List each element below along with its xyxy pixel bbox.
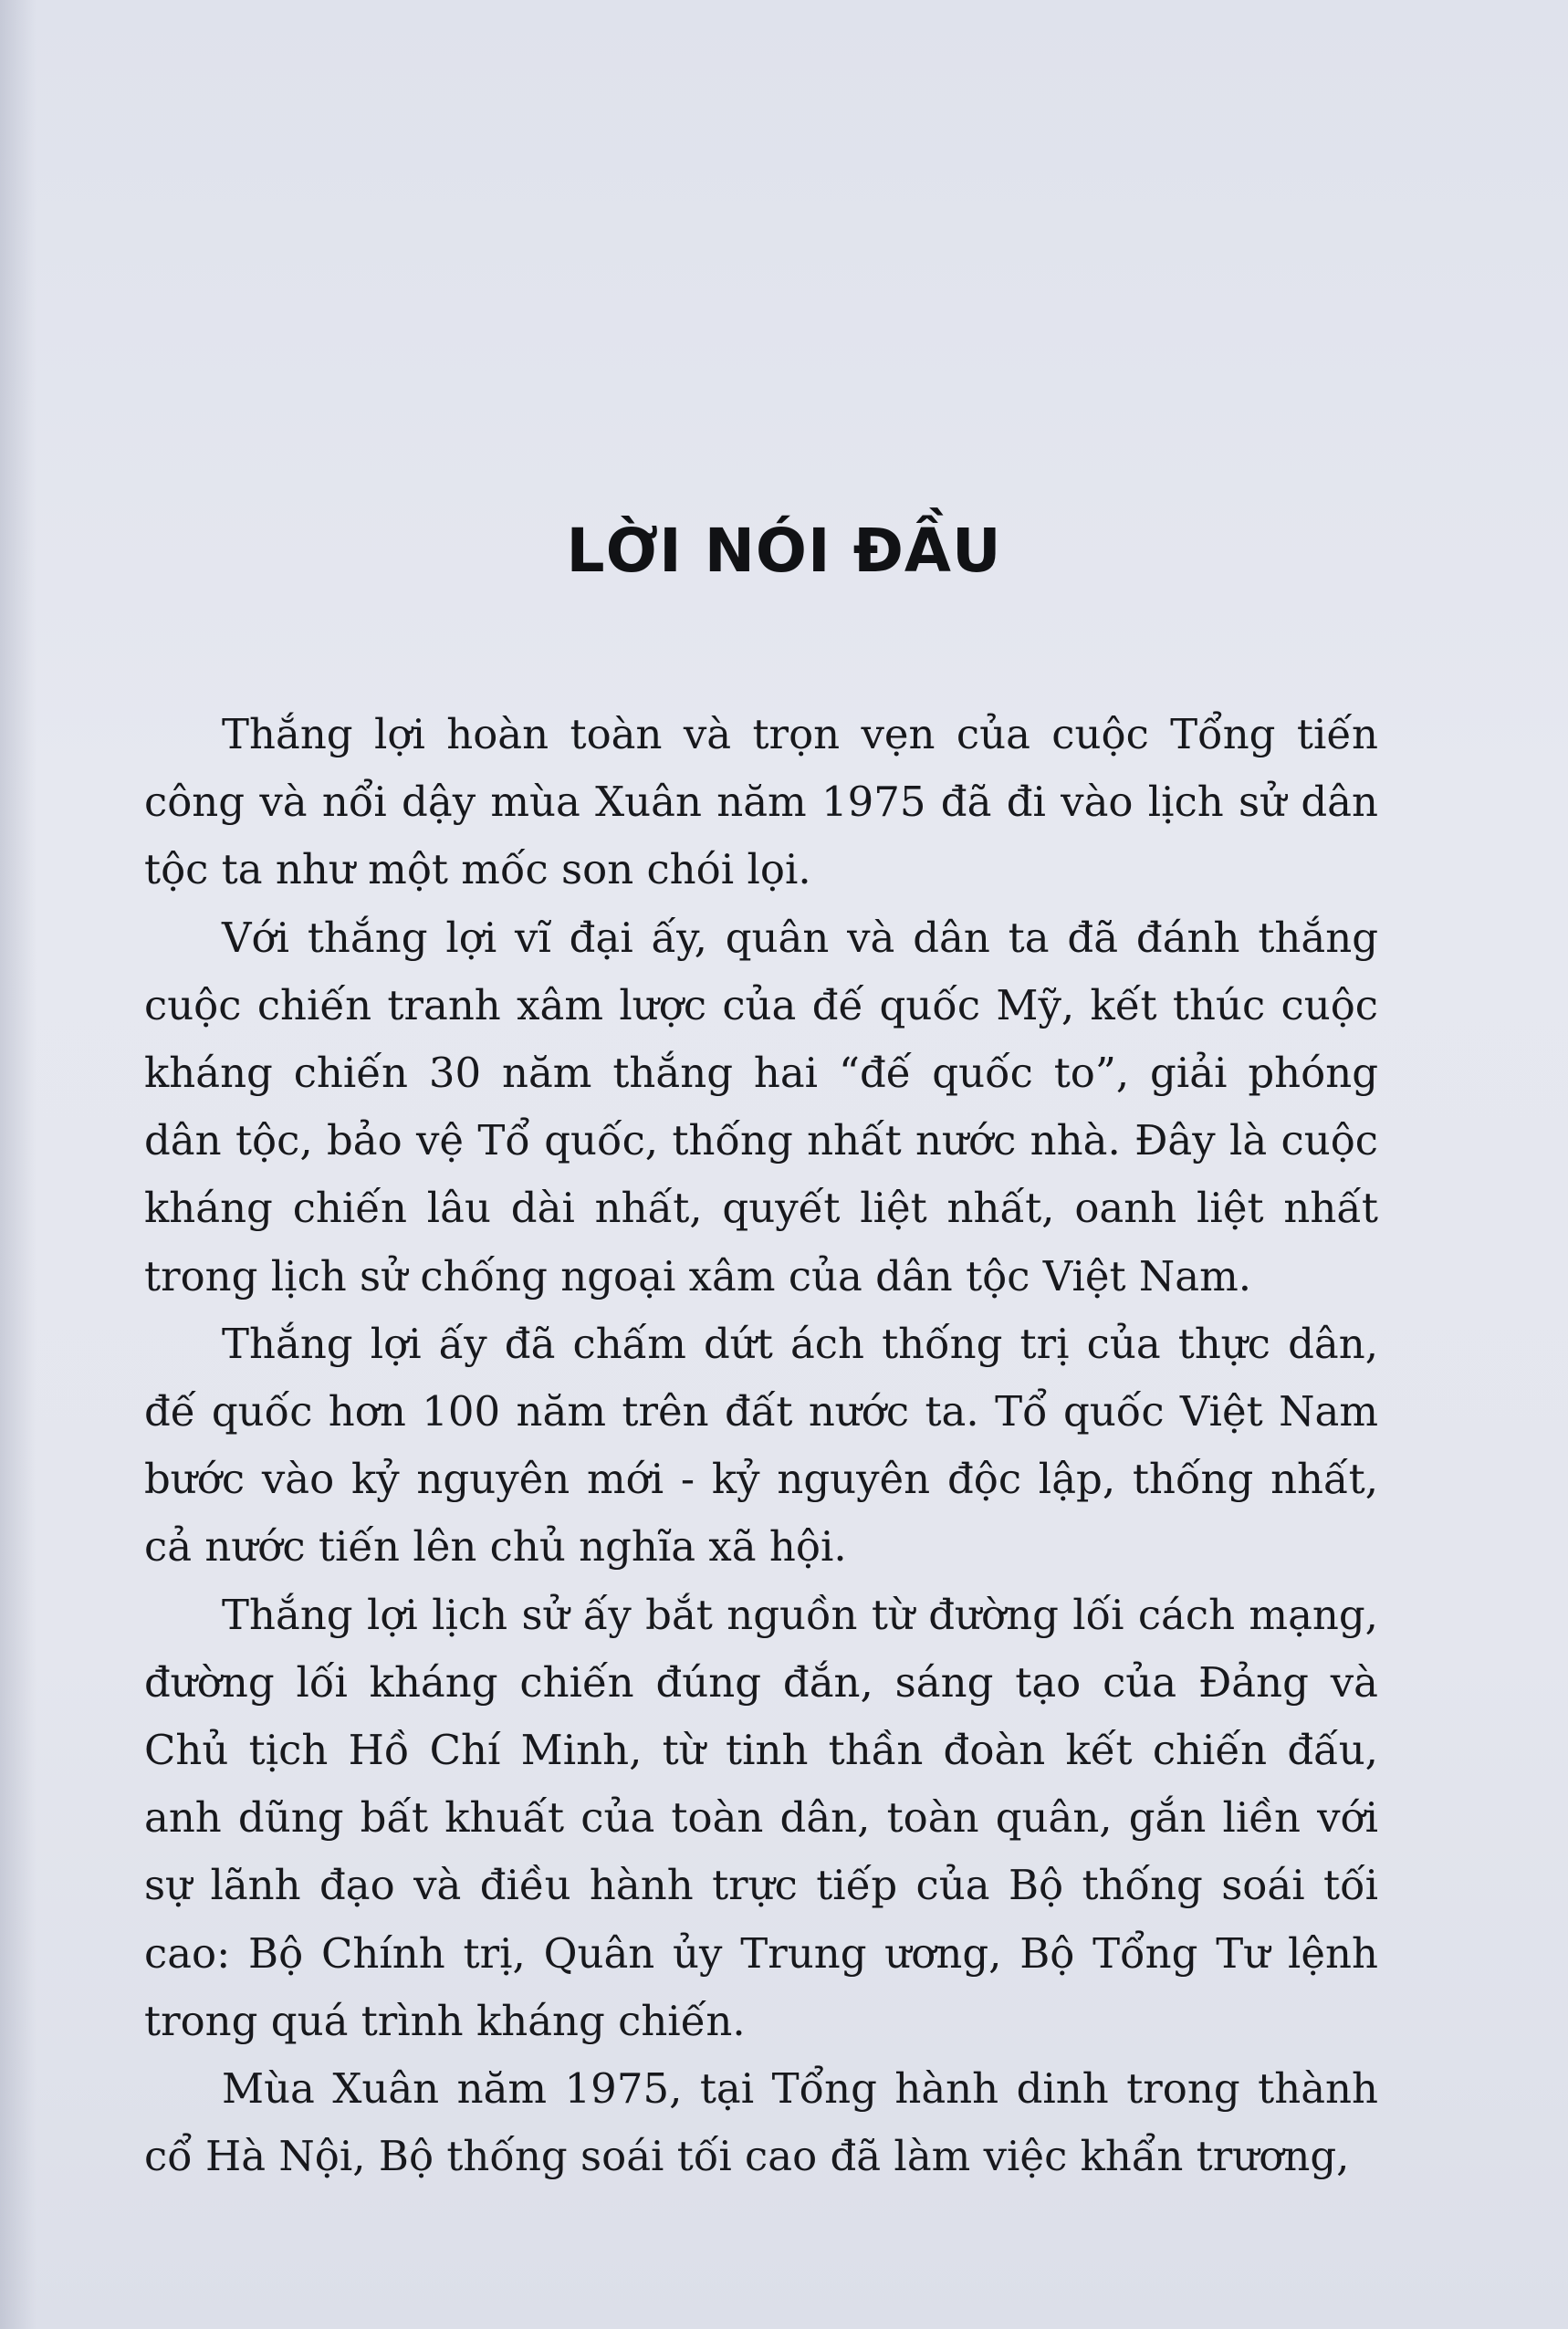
paragraph: Mùa Xuân năm 1975, tại Tổng hành dinh trong thành cổ Hà Nội, Bộ thống soái tối cao đã làm việc khẩn trương, xyxy=(144,2064,1378,2181)
page-title: LỜI NÓI ĐẦU xyxy=(566,516,1002,586)
paragraph: Thắng lợi hoàn toàn và trọn vẹn của cuộc Tổng tiến công và nổi dậy mùa Xuân năm 1975 đã đi vào lịch sử dân tộc ta như một mốc son chói lọi. xyxy=(144,710,1378,894)
page-edge-shadow xyxy=(0,0,37,2329)
paragraph: Thắng lợi ấy đã chấm dứt ách thống trị của thực dân, đế quốc hơn 100 năm trên đất nước ta. Tổ quốc Việt Nam bước vào kỷ nguyên mới - kỷ nguyên độc lập, thống nhất, cả nước tiến lên chủ nghĩa xã hội. xyxy=(144,1319,1378,1572)
paragraph: Thắng lợi lịch sử ấy bắt nguồn từ đường lối cách mạng, đường lối kháng chiến đúng đắn, sáng tạo của Đảng và Chủ tịch Hồ Chí Minh, từ tinh thần đoàn kết chiến đấu, anh dũng bất khuất của toàn dân, toàn quân, gắn liền với sự lãnh đạo và điều hành trực tiếp của Bộ thống soái tối cao: Bộ Chính trị, Quân ủy Trung ương, Bộ Tổng Tư lệnh trong quá trình kháng chiến. xyxy=(144,1590,1378,2045)
body-text xyxy=(144,701,1378,2190)
paragraph: Với thắng lợi vĩ đại ấy, quân và dân ta đã đánh thắng cuộc chiến tranh xâm lược của đế quốc Mỹ, kết thúc cuộc kháng chiến 30 năm thắng hai “đế quốc to”, giải phóng dân tộc, bảo vệ Tổ quốc, thống nhất nước nhà. Đây là cuộc kháng chiến lâu dài nhất, quyết liệt nhất, oanh liệt nhất trong lịch sử chống ngoại xâm của dân tộc Việt Nam. xyxy=(144,913,1378,1300)
